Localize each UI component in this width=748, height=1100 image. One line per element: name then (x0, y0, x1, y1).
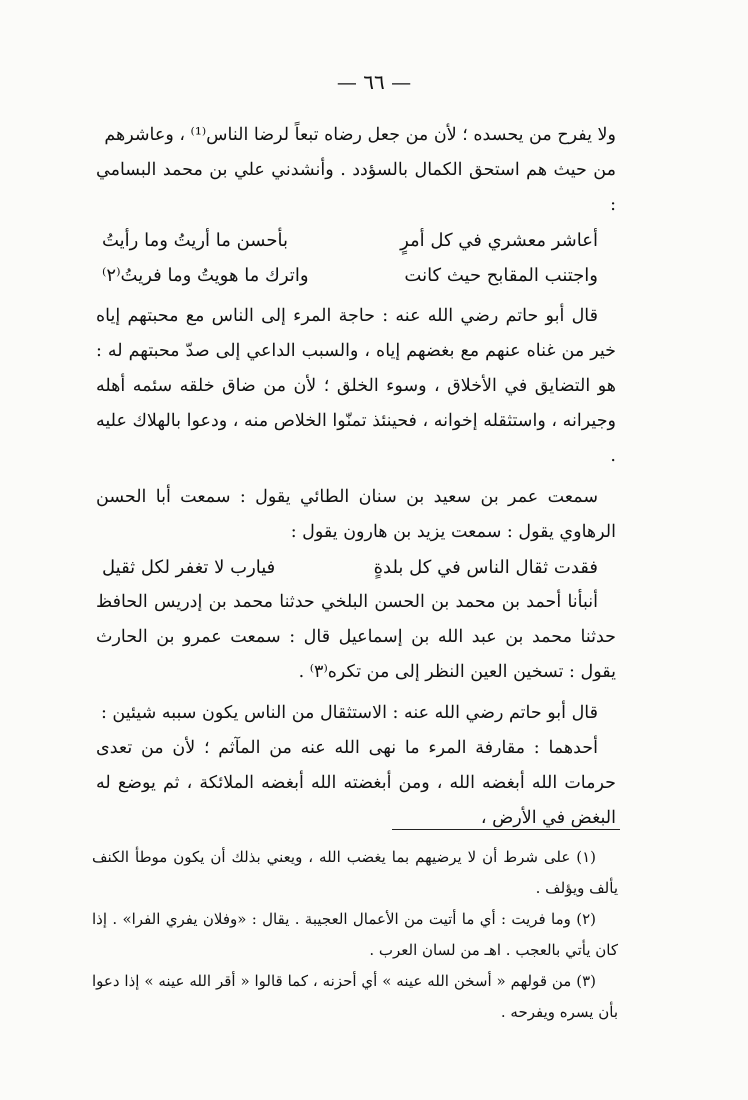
verse-second-hemistich: بأحسن ما أريتُ وما رأيتُ (102, 230, 288, 251)
verse-first-hemistich: فقدت ثقال الناس في كل بلدةٍ (373, 557, 598, 578)
poem-verse-1 (96, 223, 616, 258)
footnote-divider (392, 829, 620, 830)
paragraph-first-cause: أحدهما : مقارفة المرء ما نهى الله عنه من المآثم ؛ لأن من تعدى حرمات الله أبغضه الله ، ومن أبغضته الله أبغضه الملائكة ، ثم يوضع له البغض في الأرض ، (96, 738, 616, 828)
footnote-3: (٣) من قولهم « أسخن الله عينه » أي أحزنه ، كما قالوا « أقر الله عينه » إذا دعوا بأن يسره ويفرحه . (92, 972, 618, 1021)
poem-verse-2 (96, 258, 616, 293)
main-text (96, 118, 616, 836)
paragraph-narration-amr: أنبأنا أحمد بن محمد بن الحسن البلخي حدثنا محمد بن إدريس الحافظ حدثنا محمد بن عبد الله بن إسماعيل قال : سمعت عمرو بن الحارث يقول : تسخين العين النظر إلى من تكره⁽٣⁾ . (96, 592, 616, 682)
text-line: ولا يفرح من يحسده ؛ لأن من جعل رضاه تبعاً لرضا الناس⁽¹⁾ ، وعاشرهم (104, 125, 616, 145)
paragraph-istithqal: قال أبو حاتم رضي الله عنه : الاستثقال من الناس يكون سببه شيئين : (100, 703, 598, 723)
verse-first-hemistich: أعاشر معشري في كل أمرٍ (400, 230, 598, 251)
verse-second-hemistich: واترك ما هويتُ وما فريتُ⁽٢⁾ (102, 265, 309, 286)
page-number: — ٦٦ — (336, 70, 412, 94)
text-line: من حيث هم استحق الكمال بالسؤدد . وأنشدني علي بن محمد البسامي : (96, 160, 616, 215)
footnotes (92, 842, 618, 1028)
verse-second-hemistich: فيارب لا تغفر لكل ثقيل (102, 557, 276, 578)
paragraph-abu-hatim-need: قال أبو حاتم رضي الله عنه : حاجة المرء إلى الناس مع محبتهم إياه خير من غناه عنهم مع بغضهم إياه ، والسبب الداعي إلى صدّ محبتهم له : هو التضايق في الأخلاق ، وسوء الخلق ؛ لأن من ضاق خلقه سئمه أهله وجيرانه ، واستثقله إخوانه ، فحينئذ تمنّوا الخلاص منه ، ودعوا بالهلاك عليه . (96, 306, 616, 466)
footnote-1: (١) على شرط أن لا يرضيهم بما يغضب الله ، ويعني بذلك أن يكون موطأ الكنف يألف ويؤلف . (92, 848, 618, 897)
paragraph-narration-yazid: سمعت عمر بن سعيد بن سنان الطائي يقول : سمعت أبا الحسن الرهاوي يقول : سمعت يزيد بن هارون يقول : (96, 487, 616, 542)
poem-verse-3 (96, 550, 616, 585)
footnote-2: (٢) وما فريت : أي ما أتيت من الأعمال العجيبة . يقال : «وفلان يفري الفرا» . إذا كان يأتي بالعجب . اهـ من لسان العرب . (92, 910, 618, 959)
verse-first-hemistich: واجتنب المقابح حيث كانت (404, 265, 598, 286)
